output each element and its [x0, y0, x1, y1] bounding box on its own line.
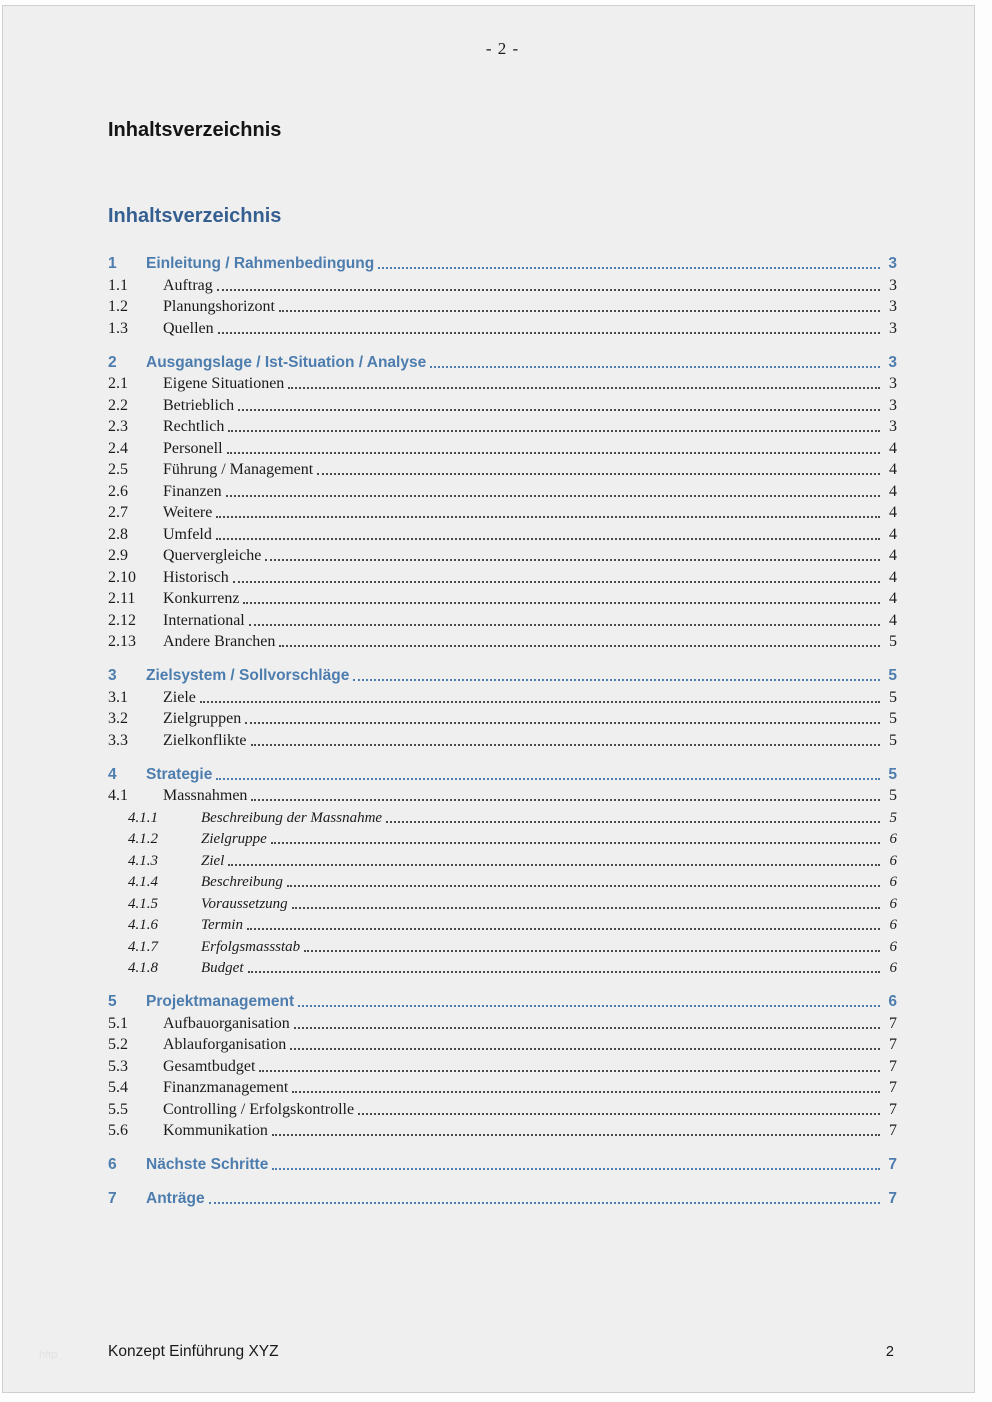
toc-entry-number: 5.6 [108, 1122, 128, 1139]
toc-entry-page: 4 [889, 547, 897, 564]
toc-entry-number: 4.1.5 [128, 895, 158, 912]
toc-entry-number: 2.12 [108, 611, 136, 629]
toc-entry-number: 4 [108, 765, 117, 783]
dot-leader [272, 1134, 880, 1136]
toc-entry [108, 728, 897, 750]
toc-entry-number: 4.1.6 [128, 917, 158, 933]
toc-entry-number: 1.3 [108, 319, 128, 337]
dot-leader [279, 645, 880, 647]
dot-leader [228, 864, 880, 866]
toc-entry-page: 3 [889, 298, 897, 315]
dot-leader [259, 1070, 880, 1072]
dot-leader [287, 885, 880, 887]
toc-entry-label: Aufbauorganisation [163, 1014, 290, 1032]
toc-entry-number: 2.7 [108, 504, 128, 521]
toc-entry-page: 5 [889, 731, 897, 749]
toc-entry-label: Einleitung / Rahmenbedingung [146, 255, 375, 272]
toc-entry-label: Budget [201, 960, 244, 976]
dot-leader [209, 1202, 880, 1204]
toc-entry-number: 4.1.4 [128, 874, 158, 890]
toc-entry [108, 707, 897, 729]
toc-entry [108, 436, 897, 458]
toc-entry-page: 3 [889, 319, 897, 337]
footer-document-title: Konzept Einführung XYZ [108, 1343, 279, 1360]
toc-entry-page: 3 [889, 396, 897, 414]
toc-entry-page: 4 [889, 461, 897, 478]
toc-entry-number: 2.9 [108, 547, 128, 564]
toc-entry-label: Erfolgsmassstab [201, 938, 301, 955]
dot-leader [353, 679, 880, 681]
toc-entry [108, 316, 897, 338]
toc-entry-page: 7 [889, 1036, 897, 1053]
toc-entry [108, 479, 897, 501]
toc-entry-label: Voraussetzung [201, 895, 288, 912]
dot-leader [238, 409, 880, 411]
toc-entry-number: 2.2 [108, 396, 128, 414]
toc-entry-page: 7 [889, 1122, 897, 1139]
toc-entry-page: 5 [889, 809, 897, 826]
toc-entry [108, 870, 897, 892]
dot-leader [304, 950, 880, 952]
toc-entry-label: Finanzen [163, 482, 222, 500]
toc-entry-page: 5 [889, 633, 897, 650]
toc-entry-page: 6 [889, 917, 897, 933]
toc-entry-page: 6 [889, 938, 897, 955]
toc-entry-number: 6 [108, 1156, 117, 1173]
toc-entry-label: Eigene Situationen [163, 375, 285, 392]
dot-leader [279, 310, 880, 312]
toc-entry-number: 1.2 [108, 298, 128, 315]
toc-entry-number: 1.1 [108, 276, 128, 294]
toc-entry-page: 6 [888, 993, 897, 1010]
dot-leader [290, 1048, 880, 1050]
toc-entry-page: 5 [889, 710, 897, 727]
toc-entry-label: International [163, 611, 245, 629]
dot-leader [292, 907, 880, 909]
toc-entry [108, 565, 897, 587]
toc-entry-label: Termin [201, 917, 243, 933]
dot-leader [251, 744, 880, 746]
dot-leader [271, 842, 880, 844]
dot-leader [248, 971, 881, 973]
toc-entry-number: 1 [108, 255, 117, 272]
toc-entry-page: 6 [889, 960, 897, 976]
dot-leader [247, 928, 880, 930]
toc-entry [108, 1186, 897, 1208]
dot-leader [227, 452, 880, 454]
toc-entry [108, 848, 897, 870]
toc-entry-page: 7 [889, 1057, 897, 1075]
toc-entry [108, 273, 897, 295]
toc-entry [108, 393, 897, 415]
toc-entry [108, 608, 897, 630]
dot-leader [317, 473, 880, 475]
toc-entry [108, 587, 897, 609]
toc-entry-number: 2.4 [108, 439, 128, 457]
toc-entry-number: 7 [108, 1190, 117, 1207]
toc-entry [108, 1033, 897, 1055]
toc-entry-page: 7 [889, 1079, 897, 1096]
toc-entry-page: 3 [889, 418, 897, 435]
dot-leader [243, 602, 880, 604]
toc-entry [108, 913, 897, 935]
toc-entry [108, 544, 897, 566]
toc-entry-number: 2.6 [108, 482, 128, 500]
toc-entry-label: Finanzmanagement [163, 1079, 289, 1096]
toc-entry-number: 2.11 [108, 590, 136, 607]
toc-entry-label: Nächste Schritte [146, 1156, 269, 1173]
toc-entry-page: 7 [888, 1156, 897, 1173]
toc-entry-label: Umfeld [163, 525, 212, 543]
dot-leader [294, 1027, 880, 1029]
toc-entry-number: 4.1 [108, 787, 128, 804]
toc-entry-number: 2.3 [108, 418, 128, 435]
toc-entry-page: 5 [889, 787, 897, 804]
toc-entry-number: 4.1.1 [128, 809, 158, 826]
toc-entry-number: 5.5 [108, 1100, 128, 1118]
toc-entry-page: 4 [889, 504, 897, 521]
toc-entry [108, 251, 897, 273]
toc-entry-number: 5.2 [108, 1036, 128, 1053]
toc-entry-number: 2.13 [108, 633, 136, 650]
toc-entry [108, 458, 897, 480]
toc-entry-label: Strategie [146, 765, 213, 783]
toc-entry [108, 522, 897, 544]
toc-entry [108, 501, 897, 523]
toc-entry [108, 350, 897, 372]
toc-entry-label: Gesamtbudget [163, 1057, 256, 1075]
toc-entry-label: Anträge [146, 1190, 205, 1207]
toc-entry [108, 805, 897, 827]
watermark-text: http [39, 1349, 58, 1361]
toc-entry-label: Projektmanagement [146, 993, 295, 1010]
toc-entry-label: Ziel [201, 852, 225, 869]
toc-entry-page: 5 [889, 688, 897, 706]
toc-entry-number: 3 [108, 667, 117, 684]
toc-entry-label: Betrieblich [163, 396, 235, 414]
toc-entry-page: 3 [888, 255, 897, 272]
toc-heading: Inhaltsverzeichnis [108, 205, 282, 227]
toc-entry-page: 3 [888, 353, 897, 371]
toc-entry-label: Beschreibung der Massnahme [201, 809, 383, 826]
toc-entry-label: Andere Branchen [163, 633, 276, 650]
dot-leader [200, 701, 880, 703]
toc-entry-page: 6 [889, 895, 897, 912]
toc-entry-label: Zielgruppe [201, 831, 267, 847]
toc-entry-label: Historisch [163, 568, 229, 586]
toc-entry [108, 685, 897, 707]
toc-entry [108, 630, 897, 652]
dot-leader [218, 332, 880, 334]
toc-entry-number: 2.8 [108, 525, 128, 543]
dot-leader [292, 1091, 880, 1093]
toc-entry [108, 663, 897, 685]
toc-entry-page: 4 [889, 482, 897, 500]
toc-entry [108, 1119, 897, 1141]
toc-entry-label: Personell [163, 439, 223, 457]
toc-entry [108, 762, 897, 784]
toc-entry-number: 3.1 [108, 688, 128, 706]
toc-entry [108, 827, 897, 849]
toc-entry-label: Ablauforganisation [163, 1036, 287, 1053]
toc-entry-number: 3.3 [108, 731, 128, 749]
toc-entry-number: 5.1 [108, 1014, 128, 1032]
toc-entry-page: 6 [889, 852, 897, 869]
toc-entry-label: Konkurrenz [163, 590, 240, 607]
toc-entry-label: Planungshorizont [163, 298, 275, 315]
dot-leader [272, 1168, 880, 1170]
toc-entry [108, 1097, 897, 1119]
dot-leader [216, 516, 880, 518]
dot-leader [251, 799, 880, 801]
toc-entry [108, 1011, 897, 1033]
toc-entry-label: Ausgangslage / Ist-Situation / Analyse [146, 353, 427, 371]
dot-leader [216, 538, 880, 540]
toc-entry-page: 3 [889, 276, 897, 294]
toc-entry-label: Controlling / Erfolgskontrolle [163, 1100, 355, 1118]
toc-entry-label: Zielsystem / Sollvorschläge [146, 667, 350, 684]
dot-leader [233, 581, 880, 583]
toc-entry-label: Führung / Management [163, 461, 314, 478]
toc-entry [108, 415, 897, 437]
toc-entry-label: Auftrag [163, 276, 213, 294]
toc-entry-label: Zielgruppen [163, 710, 242, 727]
toc-entry [108, 1054, 897, 1076]
dot-leader [358, 1113, 880, 1115]
toc-entry-label: Weitere [163, 504, 213, 521]
dot-leader [216, 778, 880, 780]
toc-entry-number: 2.1 [108, 375, 128, 392]
toc-entry-label: Ziele [163, 688, 196, 706]
page-title: Inhaltsverzeichnis [108, 119, 282, 141]
toc-entry-number: 4.1.2 [128, 831, 158, 847]
toc-entry-page: 7 [888, 1190, 897, 1207]
dot-leader [249, 624, 880, 626]
toc-entry-page: 4 [889, 568, 897, 586]
toc-entry-label: Zielkonflikte [163, 731, 247, 749]
toc-entry-number: 4.1.3 [128, 852, 158, 869]
toc-entry [108, 1152, 897, 1174]
dot-leader [378, 267, 880, 269]
toc-entry-label: Beschreibung [201, 874, 283, 890]
toc-entry-page: 6 [889, 831, 897, 847]
toc-entry-page: 6 [889, 874, 897, 890]
toc-entry-page: 5 [888, 765, 897, 783]
dot-leader [288, 387, 880, 389]
toc-entry-label: Quellen [163, 319, 214, 337]
toc-entry-label: Rechtlich [163, 418, 225, 435]
toc-entry [108, 1076, 897, 1098]
toc-entry [108, 934, 897, 956]
toc-entry-page: 4 [889, 525, 897, 543]
toc-entry-number: 2.5 [108, 461, 128, 478]
toc-entry [108, 956, 897, 978]
dot-leader [430, 366, 880, 368]
toc-entry-number: 4.1.7 [128, 938, 158, 955]
toc-entry-number: 4.1.8 [128, 960, 158, 976]
dot-leader [226, 495, 880, 497]
header-page-number: - 2 - [485, 39, 520, 58]
dot-leader [386, 821, 880, 823]
toc-entry-label: Kommunikation [163, 1122, 268, 1139]
toc-entry-page: 7 [889, 1100, 897, 1118]
dot-leader [245, 722, 880, 724]
toc-entry-label: Massnahmen [163, 787, 248, 804]
toc-entry-number: 5.4 [108, 1079, 128, 1096]
toc-entry [108, 295, 897, 317]
dot-leader [228, 430, 880, 432]
document-page [2, 5, 975, 1393]
toc-entry-page: 3 [889, 375, 897, 392]
toc-entry [108, 989, 897, 1011]
toc-entry [108, 372, 897, 394]
toc-entry-page: 5 [888, 667, 897, 684]
toc-entry [108, 891, 897, 913]
page-content [3, 6, 974, 1208]
toc-entry-page: 4 [889, 611, 897, 629]
toc-entry-page: 4 [889, 439, 897, 457]
toc-entry-number: 2 [108, 353, 117, 371]
toc-entry-page: 4 [889, 590, 897, 607]
toc-entry-number: 2.10 [108, 568, 136, 586]
toc-entry [108, 784, 897, 806]
toc-entry-number: 5.3 [108, 1057, 128, 1075]
dot-leader [265, 559, 880, 561]
footer-page-number: 2 [885, 1344, 894, 1360]
toc-entry-number: 3.2 [108, 710, 128, 727]
dot-leader [217, 289, 880, 291]
page-footer [3, 1343, 974, 1367]
table-of-contents [108, 251, 897, 1208]
dot-leader [298, 1005, 880, 1007]
toc-entry-page: 7 [889, 1014, 897, 1032]
toc-entry-label: Quervergleiche [163, 547, 262, 564]
toc-entry-number: 5 [108, 993, 117, 1010]
